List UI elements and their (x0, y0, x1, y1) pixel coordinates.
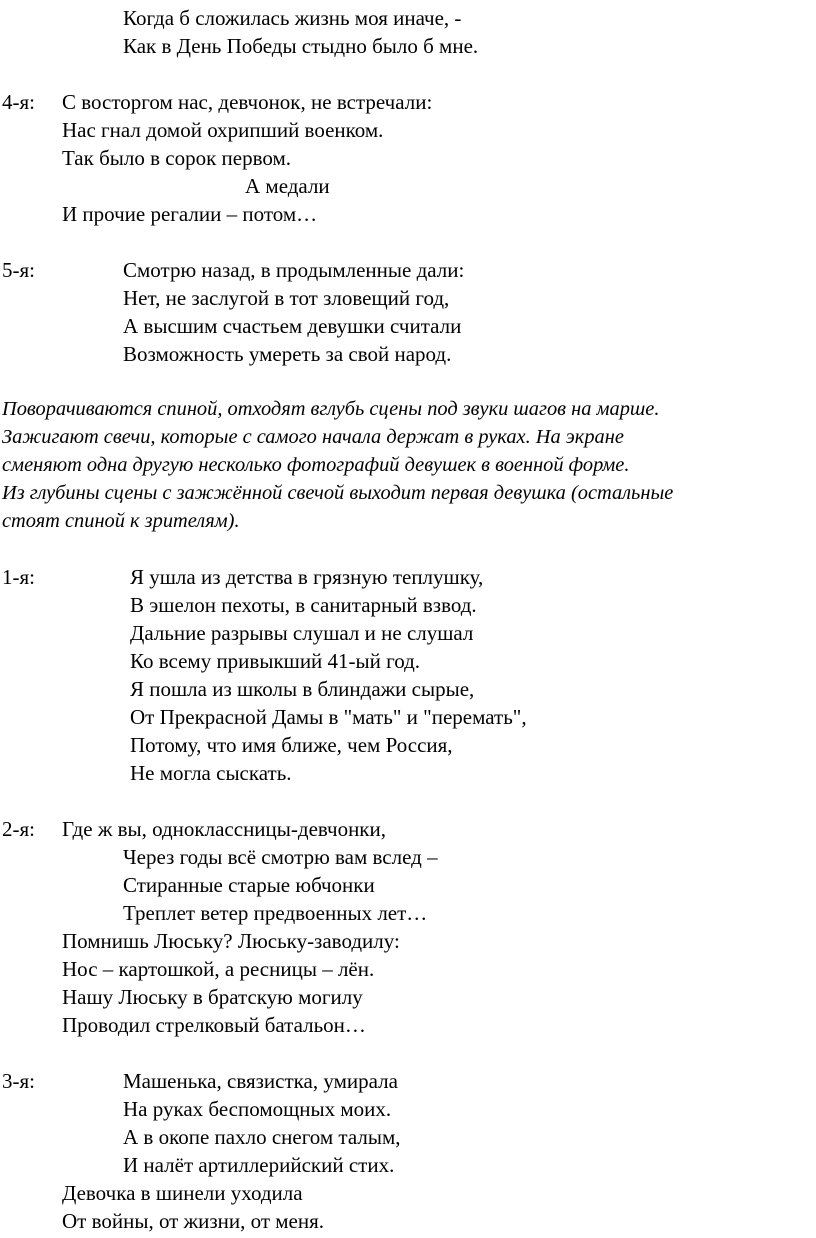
verse-line: Через годы всё смотрю вам вслед – (123, 845, 438, 869)
stage-direction-line: Зажигают свечи, которые с самого начала держат в руках. На экране (2, 426, 624, 448)
verse-line: А медали (245, 174, 330, 198)
speaker-label-3: 3-я: (2, 1069, 35, 1093)
verse-line: Девочка в шинели уходила (62, 1181, 303, 1205)
intro-line: Как в День Победы стыдно было б мне. (123, 34, 479, 58)
verse-line: На руках беспомощных моих. (123, 1097, 392, 1121)
verse-line: Нет, не заслугой в тот зловещий год, (123, 286, 450, 310)
verse-line: Где ж вы, одноклассницы-девчонки, (62, 817, 386, 841)
speaker-label-2: 2-я: (2, 817, 35, 841)
verse-line: Я пошла из школы в блиндажи сырые, (130, 677, 475, 701)
verse-line: Нос – картошкой, а ресницы – лён. (62, 957, 375, 981)
verse-line: От войны, от жизни, от меня. (62, 1209, 325, 1233)
verse-line: А высшим счастьем девушки считали (123, 314, 462, 338)
stage-direction-line: Из глубины сцены с зажжённой свечой выходит первая девушка (остальные (2, 482, 674, 504)
verse-line: И прочие регалии – потом… (62, 202, 318, 226)
verse-line: От Прекрасной Дамы в "мать" и "перемать", (130, 705, 527, 729)
verse-line: Проводил стрелковый батальон… (62, 1013, 366, 1037)
verse-line: Стиранные старые юбчонки (123, 873, 375, 897)
stage-direction-line: Поворачиваются спиной, отходят вглубь сцены под звуки шагов на марше. (2, 398, 660, 420)
verse-line: В эшелон пехоты, в санитарный взвод. (130, 593, 477, 617)
verse-line: Нашу Люську в братскую могилу (62, 985, 363, 1009)
verse-line: Дальние разрывы слушал и не слушал (130, 621, 474, 645)
verse-line: Помнишь Люську? Люську-заводилу: (62, 929, 400, 953)
verse-line: Не могла сыскать. (130, 761, 292, 785)
verse-line: С восторгом нас, девчонок, не встречали: (62, 90, 433, 114)
verse-line: Смотрю назад, в продымленные дали: (123, 258, 465, 282)
verse-line: А в окопе пахло снегом талым, (123, 1125, 401, 1149)
verse-line: Ко всему привыкший 41-ый год. (130, 649, 421, 673)
verse-line: Машенька, связистка, умирала (123, 1069, 398, 1093)
intro-line: Когда б сложилась жизнь моя иначе, - (123, 6, 462, 30)
verse-line: Потому, что имя ближе, чем Россия, (130, 733, 453, 757)
verse-line: Нас гнал домой охрипший военком. (62, 118, 384, 142)
verse-line: Я ушла из детства в грязную теплушку, (130, 565, 484, 589)
verse-line: Так было в сорок первом. (62, 146, 292, 170)
speaker-label-4: 4-я: (2, 90, 35, 114)
speaker-label-5: 5-я: (2, 258, 35, 282)
verse-line: Треплет ветер предвоенных лет… (123, 901, 428, 925)
speaker-label-1: 1-я: (2, 565, 35, 589)
verse-line: Возможность умереть за свой народ. (123, 342, 452, 366)
verse-line: И налёт артиллерийский стих. (123, 1153, 395, 1177)
stage-direction-line: стоят спиной к зрителям). (2, 510, 240, 532)
stage-direction-line: сменяют одна другую несколько фотографий девушек в военной форме. (2, 454, 630, 476)
